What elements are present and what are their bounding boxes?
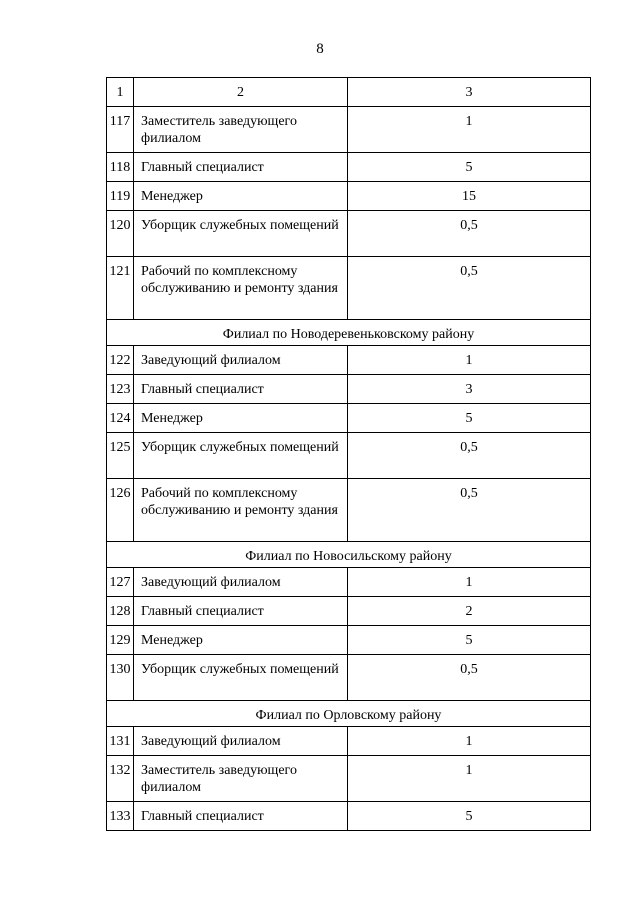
position-name: Менеджер bbox=[134, 404, 348, 433]
row-number: 120 bbox=[107, 211, 134, 257]
position-name: Уборщик служебных помещений bbox=[134, 211, 348, 257]
row-number: 133 bbox=[107, 802, 134, 831]
row-number: 130 bbox=[107, 655, 134, 701]
page-number: 8 bbox=[316, 41, 324, 57]
position-name: Главный специалист bbox=[134, 597, 348, 626]
row-number: 131 bbox=[107, 727, 134, 756]
header-cell-2: 2 bbox=[134, 78, 348, 107]
position-name: Заместитель заведующего филиалом bbox=[134, 756, 348, 802]
section-header-row bbox=[107, 542, 591, 568]
table-row bbox=[107, 756, 591, 802]
row-number: 121 bbox=[107, 257, 134, 320]
row-number: 132 bbox=[107, 756, 134, 802]
staffing-table bbox=[106, 77, 591, 831]
staff-count: 1 bbox=[348, 727, 591, 756]
staff-count: 15 bbox=[348, 182, 591, 211]
table-row bbox=[107, 479, 591, 542]
table-row bbox=[107, 626, 591, 655]
position-name: Главный специалист bbox=[134, 375, 348, 404]
row-number: 124 bbox=[107, 404, 134, 433]
table-row bbox=[107, 211, 591, 257]
table-row bbox=[107, 655, 591, 701]
position-name: Заведующий филиалом bbox=[134, 568, 348, 597]
header-cell-3: 3 bbox=[348, 78, 591, 107]
table-row bbox=[107, 597, 591, 626]
staff-count: 5 bbox=[348, 802, 591, 831]
staff-count: 1 bbox=[348, 107, 591, 153]
position-name: Заведующий филиалом bbox=[134, 727, 348, 756]
row-number: 128 bbox=[107, 597, 134, 626]
staff-count: 0,5 bbox=[348, 655, 591, 701]
position-name: Главный специалист bbox=[134, 802, 348, 831]
staff-count: 5 bbox=[348, 404, 591, 433]
section-title: Филиал по Новодеревеньковскому району bbox=[107, 320, 591, 346]
table-row bbox=[107, 568, 591, 597]
row-number: 118 bbox=[107, 153, 134, 182]
table-row bbox=[107, 727, 591, 756]
row-number: 125 bbox=[107, 433, 134, 479]
staff-count: 5 bbox=[348, 626, 591, 655]
row-number: 126 bbox=[107, 479, 134, 542]
section-title: Филиал по Новосильскому району bbox=[107, 542, 591, 568]
position-name: Заместитель заведующего филиалом bbox=[134, 107, 348, 153]
section-title: Филиал по Орловскому району bbox=[107, 701, 591, 727]
section-header-row bbox=[107, 701, 591, 727]
position-name: Менеджер bbox=[134, 626, 348, 655]
table-row bbox=[107, 404, 591, 433]
staff-count: 0,5 bbox=[348, 211, 591, 257]
staff-count: 0,5 bbox=[348, 257, 591, 320]
table-row bbox=[107, 433, 591, 479]
table-row bbox=[107, 107, 591, 153]
staff-count: 0,5 bbox=[348, 433, 591, 479]
row-number: 117 bbox=[107, 107, 134, 153]
table-row bbox=[107, 257, 591, 320]
staff-count: 1 bbox=[348, 756, 591, 802]
staff-count: 2 bbox=[348, 597, 591, 626]
staff-count: 1 bbox=[348, 346, 591, 375]
row-number: 123 bbox=[107, 375, 134, 404]
position-name: Уборщик служебных помещений bbox=[134, 433, 348, 479]
position-name: Менеджер bbox=[134, 182, 348, 211]
position-name: Рабочий по комплексному обслуживанию и ремонту здания bbox=[134, 257, 348, 320]
row-number: 129 bbox=[107, 626, 134, 655]
header-cell-1: 1 bbox=[107, 78, 134, 107]
position-name: Рабочий по комплексному обслуживанию и ремонту здания bbox=[134, 479, 348, 542]
staff-count: 5 bbox=[348, 153, 591, 182]
position-name: Уборщик служебных помещений bbox=[134, 655, 348, 701]
row-number: 127 bbox=[107, 568, 134, 597]
row-number: 119 bbox=[107, 182, 134, 211]
table-body bbox=[107, 78, 591, 831]
position-name: Главный специалист bbox=[134, 153, 348, 182]
table-row bbox=[107, 346, 591, 375]
header-row bbox=[107, 78, 591, 107]
table-row bbox=[107, 802, 591, 831]
table-row bbox=[107, 153, 591, 182]
staff-count: 1 bbox=[348, 568, 591, 597]
row-number: 122 bbox=[107, 346, 134, 375]
section-header-row bbox=[107, 320, 591, 346]
staff-count: 3 bbox=[348, 375, 591, 404]
staff-count: 0,5 bbox=[348, 479, 591, 542]
position-name: Заведующий филиалом bbox=[134, 346, 348, 375]
table-row bbox=[107, 375, 591, 404]
table-row bbox=[107, 182, 591, 211]
